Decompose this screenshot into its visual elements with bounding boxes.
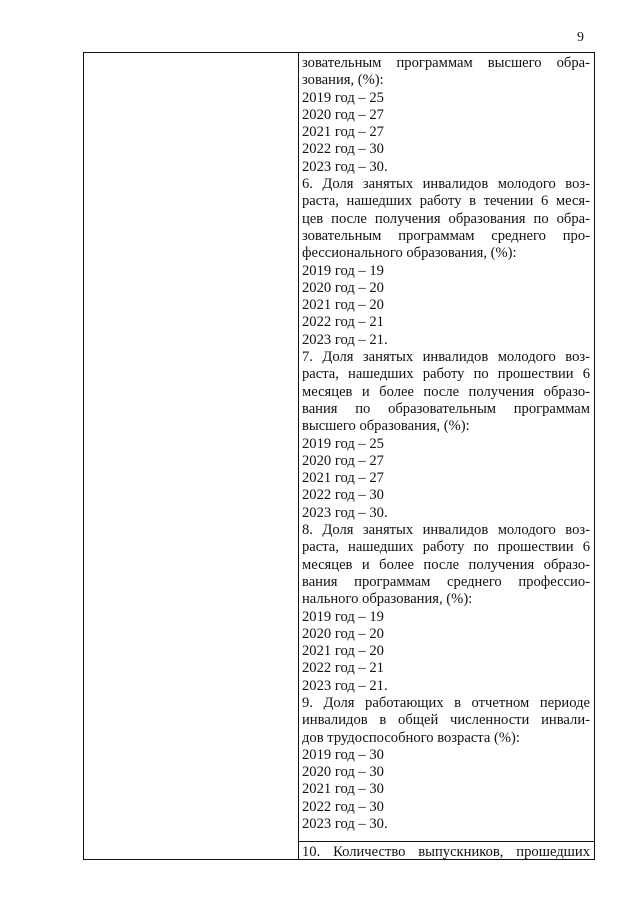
text-line: 2022 год – 21 xyxy=(302,660,384,677)
text-line: 2019 год – 25 xyxy=(302,435,384,452)
text-line: зования, (%): xyxy=(302,72,384,89)
text-line: раста, нашедших работу в течении 6 меся- xyxy=(302,193,590,210)
text-line: зовательным программам среднего про- xyxy=(302,227,590,244)
text-line: 2021 год – 27 xyxy=(302,124,384,141)
page-number: 9 xyxy=(577,30,584,45)
text-line: 2022 год – 30 xyxy=(302,798,384,815)
table-right-cell xyxy=(302,55,590,833)
text-line: 2022 год – 30 xyxy=(302,141,384,158)
text-line: 2023 год – 21. xyxy=(302,677,388,694)
text-line: 2022 год – 21 xyxy=(302,314,384,331)
text-line: 2022 год – 30 xyxy=(302,487,384,504)
text-line: 2019 год – 19 xyxy=(302,608,384,625)
text-line: 2019 год – 25 xyxy=(302,89,384,106)
text-line: раста, нашедших работу по прошествии 6 xyxy=(302,539,590,556)
text-line: 2023 год – 21. xyxy=(302,331,388,348)
text-line: 2020 год – 30 xyxy=(302,764,384,781)
text-line: 2020 год – 27 xyxy=(302,452,384,469)
text-line: 2021 год – 20 xyxy=(302,643,384,660)
text-line: инвалидов в общей численности инвали- xyxy=(302,712,590,729)
text-line: фессионального образования, (%): xyxy=(302,245,517,262)
text-line: 9. Доля работающих в отчетном периоде xyxy=(302,694,590,711)
text-line: 2020 год – 20 xyxy=(302,279,384,296)
text-line: 7. Доля занятых инвалидов молодого воз- xyxy=(302,349,590,366)
indicators-table xyxy=(83,52,595,860)
text-line: месяцев и более после получения образо- xyxy=(302,556,590,573)
row-divider xyxy=(298,841,594,842)
text-line: 2019 год – 19 xyxy=(302,262,384,279)
table-left-cell xyxy=(84,53,298,859)
column-divider xyxy=(298,53,299,859)
text-line: 2021 год – 27 xyxy=(302,470,384,487)
text-line: месяцев и более после получения образо- xyxy=(302,383,590,400)
text-line: дов трудоспособного возраста (%): xyxy=(302,729,520,746)
next-row-text: 10. Количество выпускников, прошедших xyxy=(302,844,590,860)
text-line: 2023 год – 30. xyxy=(302,816,388,833)
text-line: вания по образовательным программам xyxy=(302,400,590,417)
text-line: 2021 год – 30 xyxy=(302,781,384,798)
text-line: 2019 год – 30 xyxy=(302,746,384,763)
text-line: раста, нашедших работу по прошествии 6 xyxy=(302,366,590,383)
text-line: 2020 год – 27 xyxy=(302,106,384,123)
text-line: 6. Доля занятых инвалидов молодого воз- xyxy=(302,176,590,193)
text-line: высшего образования, (%): xyxy=(302,418,470,435)
text-line: 2023 год – 30. xyxy=(302,158,388,175)
text-line: нального образования, (%): xyxy=(302,591,473,608)
text-line: зовательным программам высшего обра- xyxy=(302,55,590,71)
text-line: 2020 год – 20 xyxy=(302,625,384,642)
text-line: вания программам среднего профессио- xyxy=(302,573,590,590)
text-line: 2021 год – 20 xyxy=(302,297,384,314)
text-line: цев после получения образования по обра- xyxy=(302,210,590,227)
text-line: 2023 год – 30. xyxy=(302,504,388,521)
text-line: 8. Доля занятых инвалидов молодого воз- xyxy=(302,522,590,539)
